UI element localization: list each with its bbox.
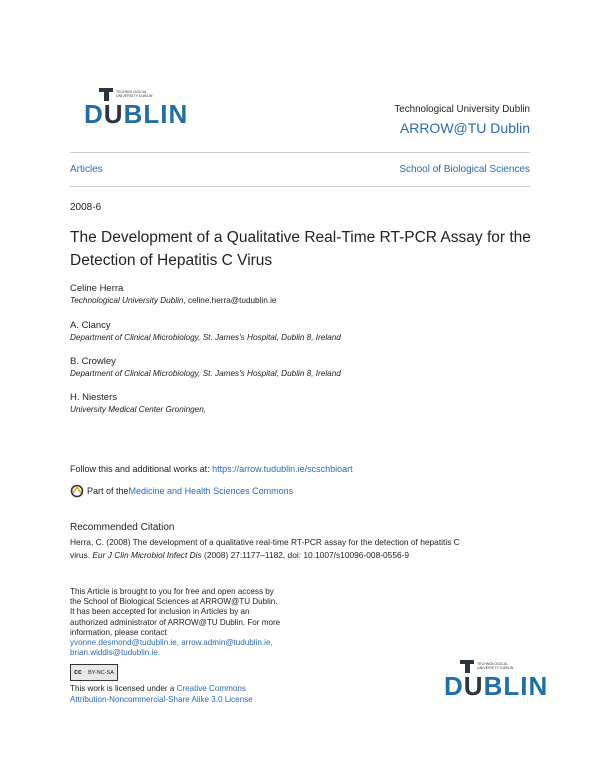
article-title: The Development of a Qualitative Real-Time RT-PCR Assay for the Detection of Hepatitis C Virus: [70, 229, 531, 269]
author-affiliation: Department of Clinical Microbiology, St. James's Hospital, Dublin 8, Ireland: [70, 369, 341, 378]
logo-u: U: [103, 99, 124, 129]
logo-blin: BLIN: [123, 99, 189, 129]
nav-school-link[interactable]: School of Biological Sciences: [399, 164, 530, 175]
license-link[interactable]: Creative Commons: [176, 684, 246, 693]
license-prefix: This work is licensed under a: [70, 684, 177, 693]
logo-small-text: TECHNOLOGICAL UNIVERSITY DUBLIN: [116, 90, 153, 98]
logo-d: D: [84, 99, 104, 129]
access-line: the School of Biological Sciences at ARROW@TU Dublin.: [70, 597, 278, 607]
cc-icon: cc: [74, 669, 82, 676]
commons-icon: [70, 484, 84, 498]
logo-blin: BLIN: [483, 671, 549, 701]
part-of-line: [70, 484, 293, 498]
logo-d: D: [444, 671, 464, 701]
header-divider: [70, 152, 530, 153]
access-line: authorized administrator of ARROW@TU Dublin. For more: [70, 617, 281, 627]
author-name: A. Clancy: [70, 320, 111, 331]
license-link-2[interactable]: Attribution-Noncommercial-Share Alike 3.0 License: [70, 695, 253, 704]
author-affiliation: University Medical Center Groningen,: [70, 405, 207, 414]
logo-wordmark: [84, 100, 188, 128]
follow-link[interactable]: https://arrow.tudublin.ie/scschbioart: [212, 464, 353, 474]
repository-link[interactable]: ARROW@TU Dublin: [399, 120, 530, 136]
affiliation-institution: Technological University Dublin: [70, 296, 184, 305]
tu-dublin-logo-bottom: [444, 660, 549, 706]
logo-u: U: [463, 671, 484, 701]
citation-heading: Recommended Citation: [70, 522, 175, 533]
author-affiliation: [70, 296, 276, 305]
nav-divider: [70, 186, 530, 187]
cc-license-type: BY-NC-SA: [88, 669, 114, 676]
creative-commons-badge[interactable]: [70, 664, 118, 681]
publication-date: 2008-6: [70, 202, 102, 213]
access-statement: [70, 587, 280, 658]
contact-email-link[interactable]: yvonne.desmond@tudublin.ie, arrow.admin@tudublin.ie,: [70, 638, 273, 648]
citation-line-2: [70, 550, 409, 560]
tu-dublin-logo-top: [84, 88, 189, 134]
access-line: This Article is brought to you for free and open access by: [70, 587, 274, 596]
logo-wordmark: [444, 672, 548, 700]
follow-line: [70, 464, 353, 474]
part-of-link[interactable]: Medicine and Health Sciences Commons: [128, 486, 294, 496]
author-name: Celine Herra: [70, 283, 124, 294]
contact-email-link[interactable]: brian.widdis@tudublin.ie.: [70, 648, 161, 658]
citation-prefix: virus.: [70, 550, 93, 560]
citation-journal: Eur J Clin Microbiol Infect Dis: [92, 550, 202, 560]
logo-small-text: TECHNOLOGICAL UNIVERSITY DUBLIN: [477, 662, 514, 670]
access-line: It has been accepted for inclusion in Articles by an: [70, 607, 250, 617]
part-of-prefix: Part of the: [87, 486, 129, 496]
author-name: B. Crowley: [70, 356, 116, 367]
follow-prefix: Follow this and additional works at:: [70, 464, 213, 474]
citation-suffix: (2008) 27:1177–1182, doi: 10.1007/s10096-008-0556-9: [201, 550, 410, 560]
access-line: information, please contact: [70, 627, 167, 637]
license-line-1: [70, 684, 246, 693]
author-affiliation: Department of Clinical Microbiology, St. James's Hospital, Dublin 8, Ireland: [70, 333, 341, 342]
citation-line-1: Herra, C. (2008) The development of a qualitative real-time RT-PCR assay for the detection of hepatitis C: [70, 537, 460, 547]
affiliation-email: , celine.herra@tudublin.ie: [183, 296, 277, 305]
nav-articles-link[interactable]: Articles: [70, 164, 103, 175]
institution-name: Technological University Dublin: [394, 104, 530, 115]
author-name: H. Niesters: [70, 392, 117, 403]
